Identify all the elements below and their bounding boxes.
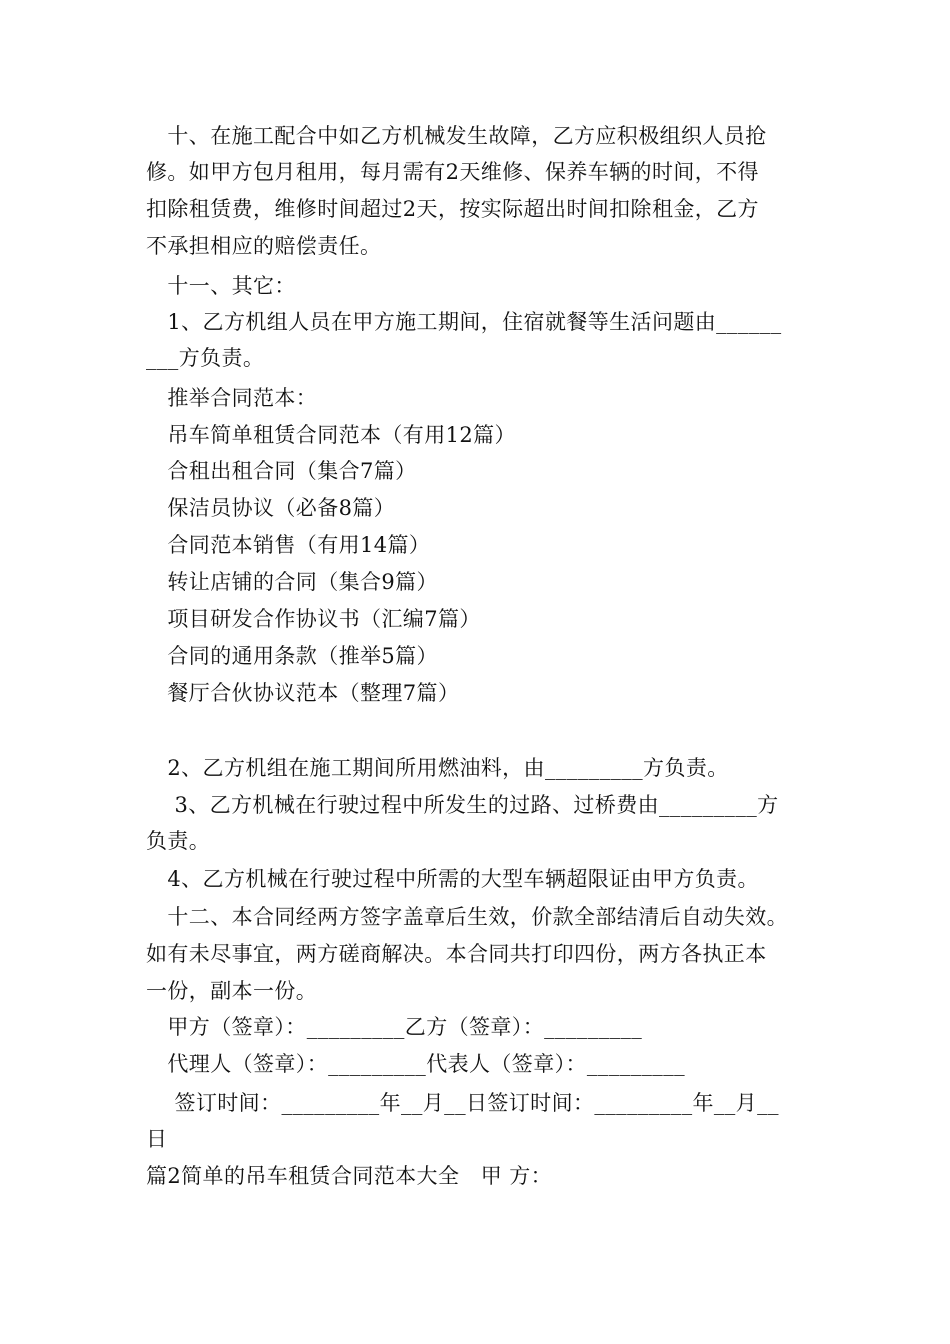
signature-line-parties: 甲方（签章）：_________乙方（签章）：_________ xyxy=(146,1015,643,1039)
recommended-link[interactable]: 转让店铺的合同（集合9篇） xyxy=(146,570,438,594)
recommended-link[interactable]: 合同范本销售（有用14篇） xyxy=(146,533,431,557)
clause-10-line-2: 修。如甲方包月租用，每月需有2天维修、保养车辆的时间，不得 xyxy=(146,160,759,184)
clause-12-line-2: 如有未尽事宜，两方磋商解决。本合同共打印四份，两方各执正本 xyxy=(146,942,767,966)
clause-11-heading: 十一、其它： xyxy=(146,274,296,298)
clause-11-item-1-line-2: ___方负责。 xyxy=(146,346,265,370)
clause-10-line-3: 扣除租赁费，维修时间超过2天，按实际超出时间扣除租金，乙方 xyxy=(146,197,759,221)
recommended-heading: 推举合同范本： xyxy=(146,386,318,410)
signing-date-line-1: 签订时间：_________年__月__日签订时间：_________年__月__ xyxy=(146,1091,779,1115)
recommended-link[interactable]: 合同的通用条款（推举5篇） xyxy=(146,644,438,668)
clause-12-line-3: 一份，副本一份。 xyxy=(146,979,318,1003)
signature-line-agents: 代理人（签章）：_________代表人（签章）：_________ xyxy=(146,1052,685,1076)
next-section-title: 篇2简单的吊车租赁合同范本大全 甲 方： xyxy=(146,1164,553,1188)
recommended-link[interactable]: 吊车简单租赁合同范本（有用12篇） xyxy=(146,423,516,447)
clause-12-line-1: 十二、本合同经两方签字盖章后生效，价款全部结清后自动失效。 xyxy=(146,905,788,929)
recommended-link[interactable]: 餐厅合伙协议范本（整理7篇） xyxy=(146,681,460,705)
recommended-link[interactable]: 项目研发合作协议书（汇编7篇） xyxy=(146,607,481,631)
clause-10-line-4: 不承担相应的赔偿责任。 xyxy=(146,234,382,258)
clause-11-item-1-line-1: 1、乙方机组人员在甲方施工期间，住宿就餐等生活问题由______ xyxy=(146,310,782,334)
recommended-link[interactable]: 保洁员协议（必备8篇） xyxy=(146,496,396,520)
signing-date-line-2: 日 xyxy=(146,1127,168,1151)
clause-11-item-3-line-2: 负责。 xyxy=(146,829,211,853)
clause-11-item-4: 4、乙方机械在行驶过程中所需的大型车辆超限证由甲方负责。 xyxy=(146,867,759,891)
clause-10-line-1: 十、在施工配合中如乙方机械发生故障，乙方应积极组织人员抢 xyxy=(146,124,767,148)
recommended-link[interactable]: 合租出租合同（集合7篇） xyxy=(146,459,417,483)
clause-11-item-3-line-1: 3、乙方机械在行驶过程中所发生的过路、过桥费由_________方 xyxy=(146,793,779,817)
clause-11-item-2: 2、乙方机组在施工期间所用燃油料，由_________方负责。 xyxy=(146,756,729,780)
